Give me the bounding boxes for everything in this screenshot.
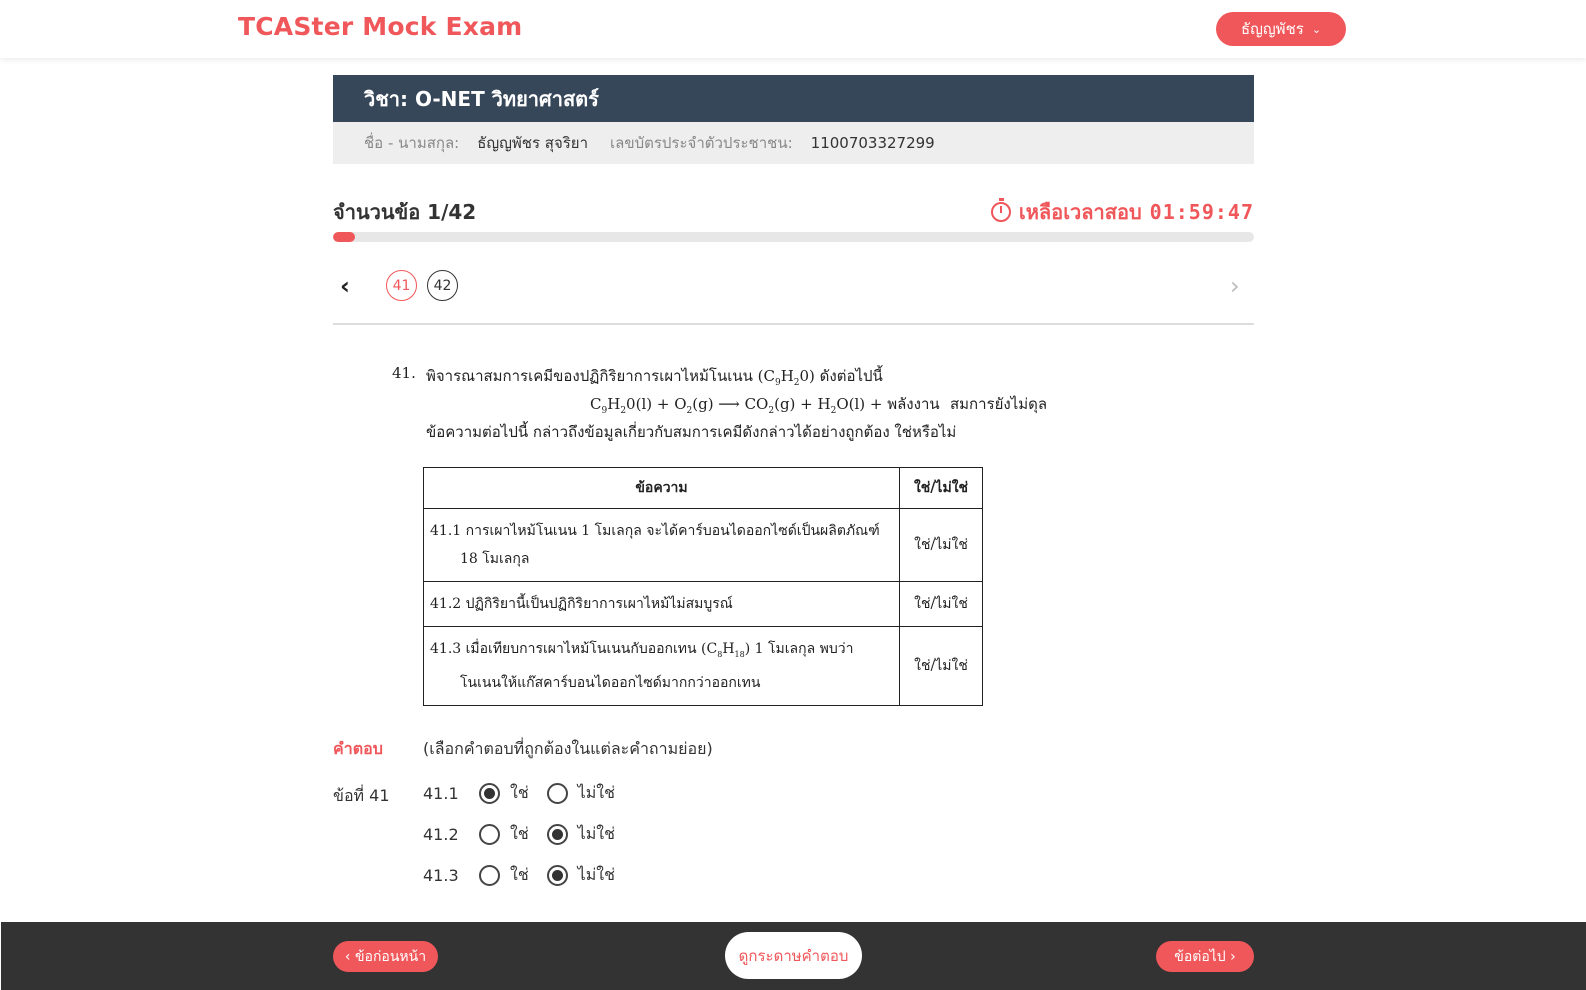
next-question-button[interactable]: ข้อต่อไป › (1156, 941, 1254, 972)
stopwatch-icon (991, 202, 1011, 222)
timer-label: เหลือเวลาสอบ (1018, 200, 1142, 224)
timer-value: 01:59:47 (1149, 200, 1254, 224)
question-prompt: ข้อความต่อไปนี้ กล่าวถึงข้อมูลเกี่ยวกับสมการเคมีดังกล่าวได้อย่างถูกต้อง ใช่หรือไม่ (426, 423, 957, 441)
eq-subscript: 9 (601, 406, 608, 416)
eq-part: (g) ⟶ CO (692, 395, 769, 413)
name-label: ชื่อ - นามสกุล: (364, 134, 460, 152)
option-label: ใช่ (510, 823, 529, 843)
equation-note: สมการยังไม่ดุล (950, 395, 1048, 413)
progress-fill (333, 232, 355, 242)
student-info-bar (333, 122, 1254, 164)
sub-question-row (423, 861, 633, 889)
radio-yes-41-2[interactable] (479, 822, 529, 847)
question-label: ข้อที่ 41 (333, 786, 390, 805)
eq-subscript: 2 (686, 406, 693, 416)
radio-button[interactable] (479, 783, 500, 804)
eq-part: H (607, 395, 621, 413)
subject-title: วิชา: O-NET วิทยาศาสตร์ (333, 75, 1254, 122)
sub-question-id: 41.2 (423, 824, 459, 844)
stem-text: H (780, 367, 794, 385)
radio-no-41-2[interactable] (547, 822, 615, 847)
radio-button[interactable] (479, 824, 500, 845)
eq-part: 0(l) + O (626, 395, 687, 413)
answer-instruction: (เลือกคำตอบที่ถูกต้องในแต่ละคำถามย่อย) (423, 739, 713, 758)
sub-question-id: 41.3 (423, 865, 459, 885)
pager-prev-button[interactable]: ‹ (340, 272, 350, 300)
page-button-41[interactable]: 41 (386, 270, 417, 301)
option-label: ไม่ใช่ (577, 864, 615, 884)
option-label: ใช่ (510, 782, 529, 802)
statement-table (423, 467, 983, 706)
radio-button[interactable] (479, 865, 500, 886)
table-header: ข้อความ (424, 468, 900, 509)
option-label: ไม่ใช่ (577, 782, 615, 802)
previous-question-button[interactable]: ‹ ข้อก่อนหน้า (333, 941, 438, 972)
stem-subscript: 9 (774, 378, 781, 388)
sub-question-id: 41.1 (423, 783, 459, 803)
eq-subscript: 2 (830, 406, 837, 416)
page-button-42[interactable]: 42 (427, 270, 458, 301)
radio-button[interactable] (547, 824, 568, 845)
radio-no-41-3[interactable] (547, 863, 615, 888)
statement-text: 41.3 เมื่อเทียบการเผาไหม้โนเนนกับออกเทน (C (430, 641, 718, 657)
statement-text: ) 1 โมเลกุล พบว่า (744, 641, 854, 657)
stem-subscript: 2 (793, 378, 800, 388)
option-label: ไม่ใช่ (577, 823, 615, 843)
statement-text: H (722, 641, 735, 657)
radio-yes-41-1[interactable] (479, 781, 529, 806)
name-value: ธัญญพัชร สุจริยา (477, 134, 589, 152)
user-name: ธัญญพัชร (1240, 20, 1304, 38)
stem-text: พิจารณาสมการเคมีของปฏิกิริยาการเผาไหม้โนเนน (C (426, 367, 775, 385)
statement-line (430, 641, 853, 657)
brand-logo[interactable]: TCASter Mock Exam (238, 12, 523, 41)
eq-subscript: 2 (768, 406, 775, 416)
statement-cell (424, 627, 900, 706)
view-answer-sheet-button[interactable]: ดูกระดาษคำตอบ (725, 932, 862, 979)
question-number: 41. (392, 364, 416, 382)
eq-subscript: 2 (620, 406, 627, 416)
id-label: เลขบัตรประจำตัวประชาชน: (610, 134, 793, 152)
chemical-equation (590, 392, 940, 416)
radio-yes-41-3[interactable] (479, 863, 529, 888)
statement-cell (424, 582, 900, 627)
option-label: ใช่ (510, 864, 529, 884)
question-stem (426, 364, 883, 388)
sub-question-row (423, 820, 633, 848)
top-navbar (0, 0, 1586, 58)
table-row (424, 582, 983, 627)
statement-line: 18 โมเลกุล (460, 551, 530, 567)
radio-button[interactable] (547, 783, 568, 804)
chevron-down-icon: ⌄ (1311, 22, 1322, 36)
table-header-row (424, 468, 983, 509)
eq-part: C (590, 395, 602, 413)
statement-line: โนเนนให้แก๊สคาร์บอนไดออกไซด์มากกว่าออกเทน (460, 674, 761, 691)
answer-cell: ใช่/ไม่ใช่ (900, 582, 983, 627)
statement-line: 41.1 การเผาไหม้โนเนน 1 โมเลกุล จะได้คาร์บอนไดออกไซด์เป็นผลิตภัณฑ์ (430, 523, 880, 539)
statement-subscript: 8 (717, 649, 723, 659)
stem-text: 0) ดังต่อไปนี้ (799, 367, 883, 385)
divider (333, 323, 1254, 325)
progress-bar (333, 232, 1254, 242)
statement-cell (424, 509, 900, 582)
eq-part: O(l) + พลังงาน (836, 395, 940, 413)
pager-next-button[interactable]: › (1230, 272, 1240, 300)
sub-question-row (423, 779, 633, 807)
exam-timer (991, 196, 1254, 228)
user-menu-button[interactable] (1216, 12, 1346, 46)
table-header: ใช่/ไม่ใช่ (900, 468, 983, 509)
statement-line: 41.2 ปฏิกิริยานี้เป็นปฏิกิริยาการเผาไหม้ไม่สมบูรณ์ (430, 596, 733, 612)
answer-cell: ใช่/ไม่ใช่ (900, 509, 983, 582)
question-count: จำนวนข้อ 1/42 (333, 200, 477, 224)
eq-part: (g) + H (774, 395, 831, 413)
answer-cell: ใช่/ไม่ใช่ (900, 627, 983, 706)
id-value: 1100703327299 (810, 134, 935, 152)
radio-no-41-1[interactable] (547, 781, 615, 806)
radio-button[interactable] (547, 865, 568, 886)
answer-label: คำตอบ (333, 739, 383, 758)
statement-subscript: 18 (734, 649, 745, 659)
table-row (424, 509, 983, 582)
table-row (424, 627, 983, 706)
